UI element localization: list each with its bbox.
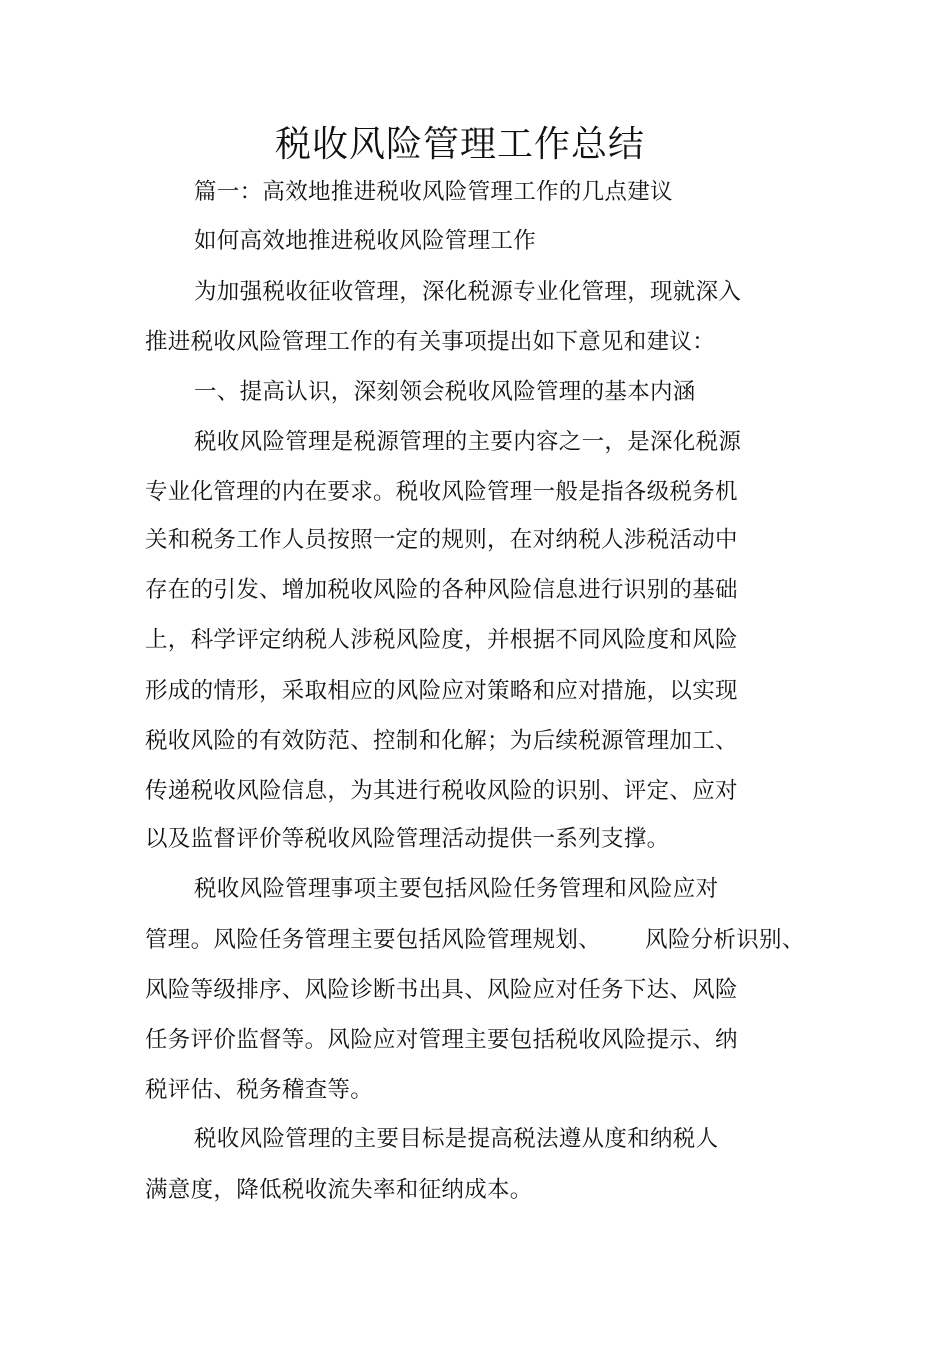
text-line-heading: 如何高效地推进税收风险管理工作 — [194, 228, 537, 254]
text-line — [145, 925, 805, 955]
text-line: 税收风险的有效防范、控制和化解；为后续税源管理加工、 — [145, 728, 738, 754]
text-line: 风险等级排序、风险诊断书出具、风险应对任务下达、风险 — [145, 977, 738, 1003]
text-line: 以及监督评价等税收风险管理活动提供一系列支撑。 — [145, 826, 670, 852]
text-line: 专业化管理的内在要求。税收风险管理一般是指各级税务机 — [145, 479, 738, 505]
text-line: 税收风险管理是税源管理的主要内容之一，是深化税源 — [194, 429, 742, 455]
text-line: 税评估、税务稽查等。 — [145, 1077, 374, 1103]
text-line: 推进税收风险管理工作的有关事项提出如下意见和建议： — [145, 329, 716, 355]
text-line: 满意度，降低税收流失率和征纳成本。 — [145, 1177, 533, 1203]
text-line-subtitle: 篇一：高效地推进税收风险管理工作的几点建议 — [194, 179, 673, 205]
text-line: 形成的情形，采取相应的风险应对策略和应对措施，以实现 — [145, 678, 738, 704]
text-line: 存在的引发、增加税收风险的各种风险信息进行识别的基础 — [145, 577, 738, 603]
text-line: 传递税收风险信息，为其进行税收风险的识别、评定、应对 — [145, 778, 738, 804]
text-segment: 风险分析识别、 — [645, 927, 805, 953]
text-line: 为加强税收征收管理，深化税源专业化管理，现就深入 — [194, 279, 742, 305]
text-segment: 管理。风险任务管理主要包括风险管理规划、 — [145, 927, 602, 953]
text-line: 关和税务工作人员按照一定的规则，在对纳税人涉税活动中 — [145, 527, 738, 553]
text-line: 税收风险管理事项主要包括风险任务管理和风险应对 — [194, 876, 719, 902]
document-title: 税收风险管理工作总结 — [274, 124, 645, 165]
text-line: 上，科学评定纳税人涉税风险度，并根据不同风险度和风险 — [145, 627, 738, 653]
text-line-section-heading: 一、提高认识，深刻领会税收风险管理的基本内涵 — [194, 379, 696, 405]
text-line: 任务评价监督等。风险应对管理主要包括税收风险提示、纳 — [145, 1027, 738, 1053]
text-line: 税收风险管理的主要目标是提高税法遵从度和纳税人 — [194, 1126, 719, 1152]
